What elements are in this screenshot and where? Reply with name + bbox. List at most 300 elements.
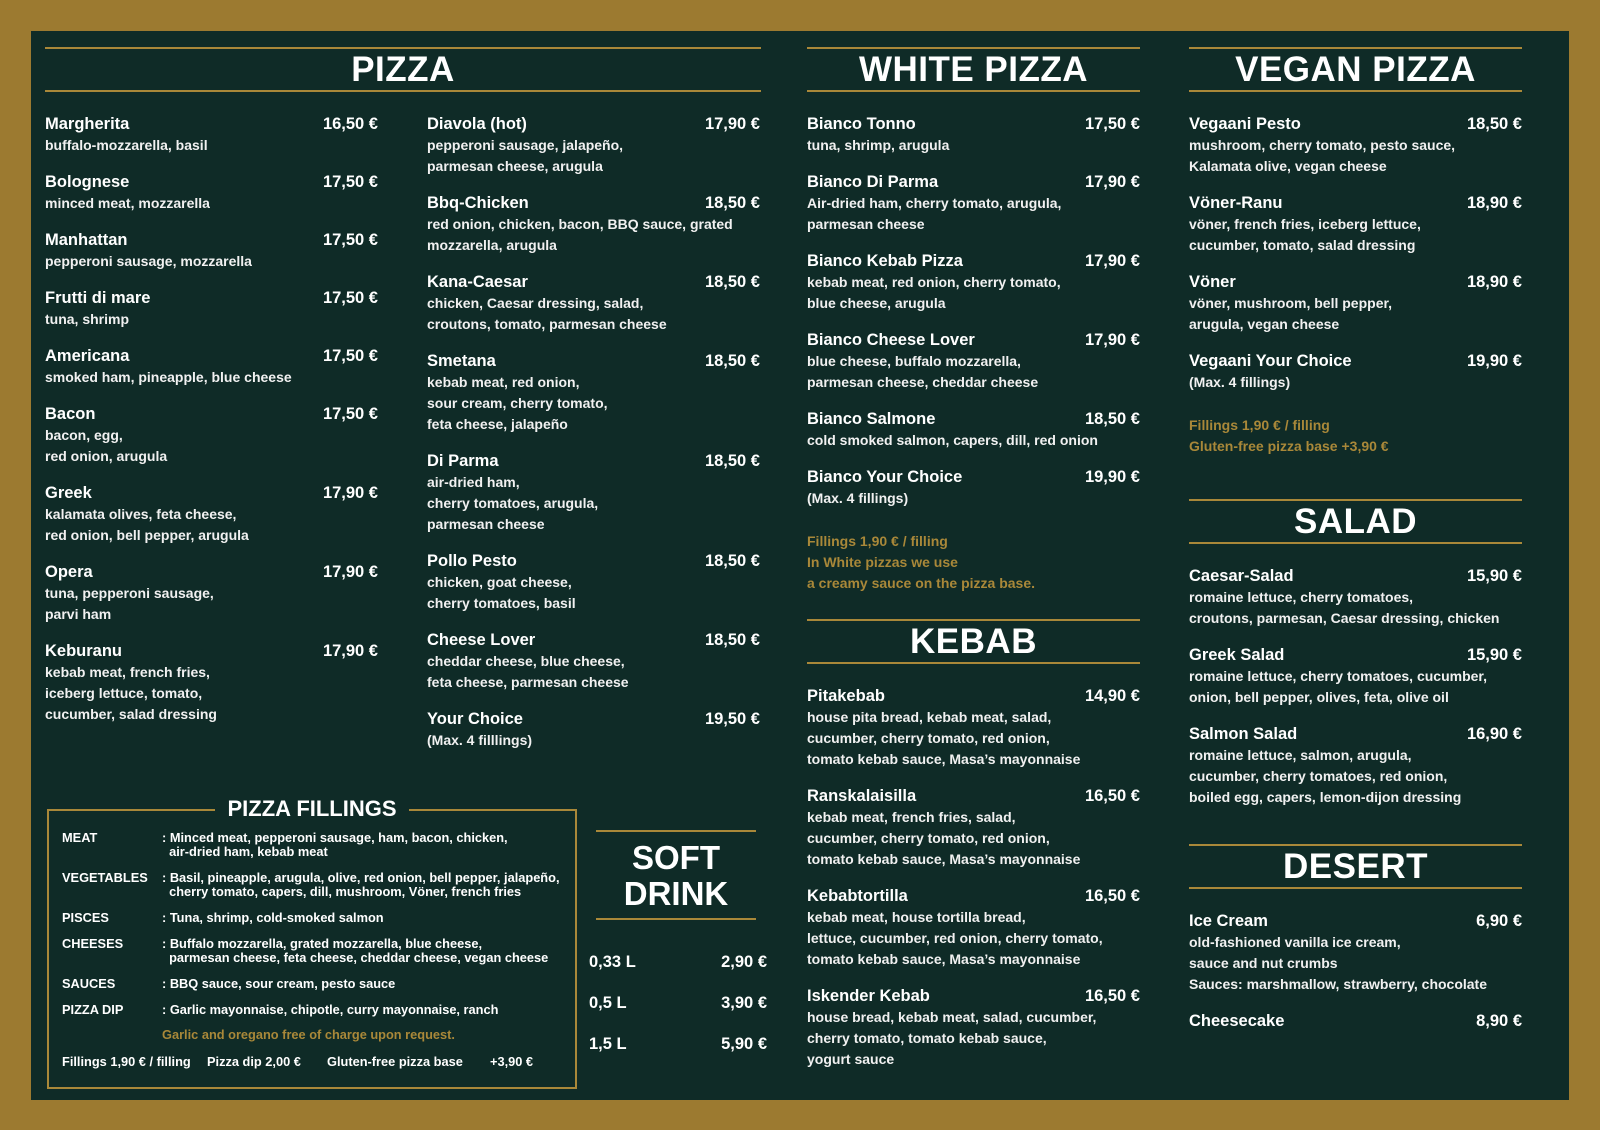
item-price: 15,90 € [1466, 646, 1522, 664]
item-description [807, 1007, 1140, 1070]
pizza-section [45, 47, 761, 748]
item-description [427, 135, 760, 177]
item-name: Di Parma [427, 452, 499, 470]
description-line: blue cheese, arugula [807, 295, 946, 311]
description-line: tomato kebab sauce, Masa’s mayonnaise [807, 951, 1081, 967]
menu-item-header [1189, 566, 1522, 587]
item-name: Frutti di mare [45, 289, 151, 307]
menu-item [427, 551, 760, 614]
item-price: 16,50 € [322, 115, 378, 133]
item-name: Manhattan [45, 231, 128, 249]
soft-drink-title-1: SOFT [632, 839, 720, 876]
item-name: Keburanu [45, 642, 123, 660]
description-line: (Max. 4 fillings) [807, 490, 909, 506]
menu-item [807, 467, 1140, 509]
menu-item [807, 786, 1140, 870]
description-line: red onion, chicken, bacon, BBQ sauce, grated [427, 216, 733, 232]
item-name: Bianco Your Choice [807, 468, 963, 486]
menu-item [45, 404, 378, 467]
note-line: Fillings 1,90 € / filling [1189, 417, 1330, 433]
description-line: tomato kebab sauce, Masa’s mayonnaise [807, 751, 1081, 767]
item-price: 16,90 € [1466, 725, 1522, 743]
filling-values [162, 831, 571, 859]
note-line: Fillings 1,90 € / filling [807, 533, 948, 549]
menu-item [807, 251, 1140, 314]
menu-item [1189, 1011, 1522, 1032]
pizza-dip-price: Pizza dip 2,00 € [207, 1054, 301, 1069]
menu-item-header [807, 330, 1140, 351]
description-line: kebab meat, red onion, [427, 374, 580, 390]
item-price: 17,90 € [322, 484, 378, 502]
menu-item [45, 641, 378, 725]
drink-row [589, 994, 767, 1013]
description-line: minced meat, mozzarella [45, 195, 210, 211]
description-line: Air-dried ham, cherry tomato, arugula, [807, 195, 1062, 211]
menu-item-header [427, 114, 760, 135]
item-description [1189, 135, 1522, 177]
menu-item-header [45, 483, 378, 504]
item-description [45, 583, 378, 625]
item-name: Kana-Caesar [427, 273, 528, 291]
description-line: feta cheese, jalapeño [427, 416, 568, 432]
menu-item-header [45, 641, 378, 662]
item-description [45, 662, 378, 725]
item-name: Bianco Kebab Pizza [807, 252, 963, 270]
vegan-pizza-list [1189, 114, 1522, 393]
description-line: mushroom, cherry tomato, pesto sauce, [1189, 137, 1456, 153]
menu-item [1189, 911, 1522, 995]
item-description [1189, 587, 1522, 629]
description-line: pepperoni sausage, mozzarella [45, 253, 252, 269]
item-description [45, 135, 378, 156]
item-description [1189, 666, 1522, 708]
menu-board [31, 31, 1569, 1100]
menu-item-header [807, 686, 1140, 707]
item-description [427, 651, 760, 693]
white-pizza-heading: WHITE PIZZA [807, 47, 1140, 92]
menu-item [427, 351, 760, 435]
menu-item-header [807, 886, 1140, 907]
description-line: kebab meat, french fries, salad, [807, 809, 1016, 825]
filling-row [62, 911, 571, 925]
description-line: pepperoni sausage, jalapeño, [427, 137, 624, 153]
menu-item-header [427, 709, 760, 730]
item-name: Vöner [1189, 273, 1236, 291]
menu-item [45, 346, 378, 388]
menu-item [807, 330, 1140, 393]
menu-item [1189, 645, 1522, 708]
desert-heading: DESERT [1189, 844, 1522, 889]
description-line: cucumber, cherry tomato, red onion, [807, 730, 1050, 746]
item-description [1189, 293, 1522, 335]
kebab-list [807, 686, 1140, 1070]
description-line: arugula, vegan cheese [1189, 316, 1340, 332]
vegan-pizza-heading: VEGAN PIZZA [1189, 47, 1522, 92]
item-price: 8,90 € [1476, 1012, 1522, 1030]
salad-section [1189, 499, 1522, 824]
desert-list [1189, 911, 1522, 1032]
item-name: Ranskalaisilla [807, 787, 917, 805]
pizza-list-left [45, 114, 378, 741]
menu-item [427, 709, 760, 751]
menu-item-header [807, 251, 1140, 272]
menu-item [45, 483, 378, 546]
vegan-pizza-section [1189, 47, 1522, 457]
menu-item-header [1189, 114, 1522, 135]
menu-item-header [807, 114, 1140, 135]
menu-item [427, 630, 760, 693]
item-description [427, 572, 760, 614]
description-line: parvi ham [45, 606, 112, 622]
description-line: tuna, shrimp [45, 311, 130, 327]
description-line: croutons, tomato, parmesan cheese [427, 316, 667, 332]
filling-row [62, 831, 571, 859]
drink-price: 5,90 € [721, 1035, 767, 1053]
description-line: lettuce, cucumber, red onion, cherry tomato, [807, 930, 1103, 946]
item-name: Bacon [45, 405, 96, 423]
item-price: 6,90 € [1476, 912, 1522, 930]
item-name: Cheese Lover [427, 631, 536, 649]
item-price: 16,50 € [1084, 887, 1140, 905]
item-description [807, 707, 1140, 770]
pizza-heading: PIZZA [45, 47, 761, 92]
item-price: 17,50 € [322, 173, 378, 191]
item-price: 17,50 € [322, 289, 378, 307]
item-description [45, 425, 378, 467]
filling-values [162, 1003, 571, 1017]
item-name: Bianco Salmone [807, 410, 936, 428]
menu-item [807, 986, 1140, 1070]
description-line: cold smoked salmon, capers, dill, red onion [807, 432, 1098, 448]
filling-values [162, 937, 571, 965]
filling-category: PIZZA DIP [62, 1002, 124, 1017]
description-line: romaine lettuce, cherry tomatoes, [1189, 589, 1414, 605]
menu-item-header [807, 786, 1140, 807]
description-line: cheddar cheese, blue cheese, [427, 653, 625, 669]
item-price: 17,90 € [1084, 252, 1140, 270]
item-name: Smetana [427, 352, 496, 370]
description-line: parmesan cheese [427, 516, 545, 532]
menu-item [45, 230, 378, 272]
description-line: Kalamata olive, vegan cheese [1189, 158, 1387, 174]
note-line: In White pizzas we use [807, 554, 958, 570]
fillings-footer [62, 1054, 567, 1069]
description-line: cucumber, tomato, salad dressing [1189, 237, 1416, 253]
menu-item [45, 114, 378, 156]
item-name: Cheesecake [1189, 1012, 1285, 1030]
filling-line: : Buffalo mozzarella, grated mozzarella, blue cheese, [162, 936, 483, 951]
description-line: mozzarella, arugula [427, 237, 557, 253]
item-name: Your Choice [427, 710, 523, 728]
kebab-heading: KEBAB [807, 619, 1140, 664]
white-pizza-notes [807, 531, 1140, 594]
menu-item [427, 272, 760, 335]
description-line: Sauces: marshmallow, strawberry, chocolate [1189, 976, 1488, 992]
menu-item [807, 409, 1140, 451]
filling-row [62, 871, 571, 899]
fillings-table [62, 831, 571, 1029]
gluten-free-label: Gluten-free pizza base [327, 1054, 463, 1069]
item-name: Bianco Di Parma [807, 173, 939, 191]
filling-values [162, 871, 571, 899]
description-line: old-fashioned vanilla ice cream, [1189, 934, 1401, 950]
item-price: 16,50 € [1084, 987, 1140, 1005]
item-name: Opera [45, 563, 93, 581]
menu-item-header [427, 193, 760, 214]
description-line: (Max. 4 filllings) [427, 732, 533, 748]
filling-line: : Tuna, shrimp, cold-smoked salmon [162, 910, 384, 925]
item-name: Bbq-Chicken [427, 194, 529, 212]
drink-row [589, 953, 767, 972]
menu-item [427, 451, 760, 535]
item-price: 16,50 € [1084, 787, 1140, 805]
item-description [45, 367, 378, 388]
menu-item-header [1189, 193, 1522, 214]
drink-price: 3,90 € [721, 994, 767, 1012]
drink-price: 2,90 € [721, 953, 767, 971]
item-description [45, 309, 378, 330]
description-line: red onion, bell pepper, arugula [45, 527, 249, 543]
item-description [427, 472, 760, 535]
white-pizza-list [807, 114, 1140, 509]
menu-item [1189, 566, 1522, 629]
menu-item-header [427, 351, 760, 372]
item-name: Pollo Pesto [427, 552, 517, 570]
item-price: 14,90 € [1084, 687, 1140, 705]
vegan-pizza-notes [1189, 415, 1522, 457]
menu-item-header [45, 562, 378, 583]
description-line: cherry tomatoes, arugula, [427, 495, 599, 511]
menu-item-header [1189, 351, 1522, 372]
description-line: tuna, pepperoni sausage, [45, 585, 214, 601]
item-price: 17,90 € [322, 563, 378, 581]
item-price: 18,50 € [704, 452, 760, 470]
item-description [807, 272, 1140, 314]
filling-values [162, 911, 571, 925]
description-line: feta cheese, parmesan cheese [427, 674, 629, 690]
menu-item [1189, 114, 1522, 177]
item-price: 17,90 € [1084, 331, 1140, 349]
menu-item-header [427, 451, 760, 472]
description-line: vöner, french fries, iceberg lettuce, [1189, 216, 1421, 232]
item-price: 18,50 € [1084, 410, 1140, 428]
description-line: kebab meat, red onion, cherry tomato, [807, 274, 1061, 290]
description-line: red onion, arugula [45, 448, 168, 464]
item-price: 17,50 € [1084, 115, 1140, 133]
menu-item [1189, 351, 1522, 393]
item-price: 18,50 € [1466, 115, 1522, 133]
item-description [807, 135, 1140, 156]
description-line: romaine lettuce, salmon, arugula, [1189, 747, 1412, 763]
item-name: Ice Cream [1189, 912, 1268, 930]
description-line: yogurt sauce [807, 1051, 895, 1067]
menu-item-header [1189, 272, 1522, 293]
description-line: kalamata olives, feta cheese, [45, 506, 237, 522]
item-name: Kebabtortilla [807, 887, 908, 905]
menu-item-header [45, 288, 378, 309]
item-description [1189, 745, 1522, 808]
item-description [807, 193, 1140, 235]
menu-item-header [427, 630, 760, 651]
item-price: 19,90 € [1084, 468, 1140, 486]
description-line: air-dried ham, [427, 474, 520, 490]
drink-size: 1,5 L [589, 1035, 627, 1053]
item-name: Vöner-Ranu [1189, 194, 1283, 212]
menu-item-header [427, 272, 760, 293]
item-price: 17,50 € [322, 405, 378, 423]
menu-item [807, 114, 1140, 156]
salad-heading: SALAD [1189, 499, 1522, 544]
item-description [427, 214, 760, 256]
description-line: cucumber, cherry tomatoes, red onion, [1189, 768, 1448, 784]
item-price: 18,50 € [704, 273, 760, 291]
description-line: romaine lettuce, cherry tomatoes, cucumber, [1189, 668, 1487, 684]
soft-drink-heading [596, 830, 756, 920]
description-line: kebab meat, french fries, [45, 664, 210, 680]
menu-item [1189, 193, 1522, 256]
fillings-note: Garlic and oregano free of charge upon request. [162, 1027, 455, 1042]
note-line: a creamy sauce on the pizza base. [807, 575, 1035, 591]
description-line: sour cream, cherry tomato, [427, 395, 608, 411]
description-line: tomato kebab sauce, Masa’s mayonnaise [807, 851, 1081, 867]
item-name: Greek [45, 484, 92, 502]
item-price: 18,90 € [1466, 194, 1522, 212]
item-description [1189, 932, 1522, 995]
filling-row [62, 977, 571, 991]
item-price: 17,50 € [322, 231, 378, 249]
item-price: 17,90 € [322, 642, 378, 660]
menu-item [1189, 272, 1522, 335]
description-line: cherry tomato, tomato kebab sauce, [807, 1030, 1047, 1046]
item-price: 18,50 € [704, 194, 760, 212]
item-description [807, 351, 1140, 393]
menu-item-header [807, 986, 1140, 1007]
description-line: parmesan cheese, cheddar cheese [807, 374, 1039, 390]
item-name: Vegaani Your Choice [1189, 352, 1352, 370]
item-name: Bianco Cheese Lover [807, 331, 975, 349]
fillings-price: Fillings 1,90 € / filling [62, 1054, 191, 1069]
menu-item-header [807, 172, 1140, 193]
description-line: cucumber, salad dressing [45, 706, 217, 722]
item-name: Salmon Salad [1189, 725, 1298, 743]
item-name: Greek Salad [1189, 646, 1285, 664]
description-line: croutons, parmesan, Caesar dressing, chicken [1189, 610, 1500, 626]
menu-item [807, 172, 1140, 235]
item-description [45, 193, 378, 214]
description-line: iceberg lettuce, tomato, [45, 685, 203, 701]
pizza-list-right [427, 114, 760, 767]
item-price: 17,90 € [1084, 173, 1140, 191]
pizza-fillings-heading: PIZZA FILLINGS [215, 796, 408, 821]
drink-size: 0,33 L [589, 953, 636, 971]
description-line: bacon, egg, [45, 427, 123, 443]
item-price: 18,50 € [704, 552, 760, 570]
menu-item-header [807, 409, 1140, 430]
drink-size: 0,5 L [589, 994, 627, 1012]
item-price: 17,50 € [322, 347, 378, 365]
item-name: Pitakebab [807, 687, 885, 705]
item-description [1189, 372, 1522, 393]
filling-values [162, 977, 571, 991]
description-line: tuna, shrimp, arugula [807, 137, 950, 153]
menu-item-header [1189, 724, 1522, 745]
menu-item-header [1189, 911, 1522, 932]
description-line: chicken, Caesar dressing, salad, [427, 295, 644, 311]
note-line: Gluten-free pizza base +3,90 € [1189, 438, 1389, 454]
menu-item [427, 114, 760, 177]
menu-item [427, 193, 760, 256]
item-name: Bolognese [45, 173, 130, 191]
menu-item-header [45, 404, 378, 425]
kebab-section [807, 619, 1140, 1086]
item-price: 18,50 € [704, 631, 760, 649]
gluten-free-price: +3,90 € [490, 1054, 534, 1069]
white-pizza-section [807, 47, 1140, 594]
item-description [427, 293, 760, 335]
filling-line: air-dried ham, kebab meat [162, 844, 328, 859]
filling-row [62, 1003, 571, 1017]
menu-item [45, 172, 378, 214]
item-name: Margherita [45, 115, 130, 133]
item-description [807, 488, 1140, 509]
filling-category: MEAT [62, 830, 98, 845]
filling-row [62, 937, 571, 965]
menu-item-header [1189, 645, 1522, 666]
item-name: Vegaani Pesto [1189, 115, 1301, 133]
menu-item-header [45, 230, 378, 251]
description-line: vöner, mushroom, bell pepper, [1189, 295, 1393, 311]
filling-line: cherry tomato, capers, dill, mushroom, Vöner, french fries [162, 884, 522, 899]
filling-category: VEGETABLES [62, 870, 148, 885]
menu-item [45, 562, 378, 625]
item-description [807, 430, 1140, 451]
menu-item-header [45, 346, 378, 367]
desert-section [1189, 844, 1522, 1048]
filling-line: : Garlic mayonnaise, chipotle, curry mayonnaise, ranch [162, 1002, 499, 1017]
filling-line: : Basil, pineapple, arugula, olive, red onion, bell pepper, jalapeño, [162, 870, 560, 885]
description-line: cherry tomatoes, basil [427, 595, 576, 611]
pizza-fillings-box [47, 796, 577, 1089]
item-price: 19,50 € [704, 710, 760, 728]
description-line: boiled egg, capers, lemon-dijon dressing [1189, 789, 1462, 805]
item-price: 18,50 € [704, 352, 760, 370]
item-name: Caesar-Salad [1189, 567, 1294, 585]
menu-item [45, 288, 378, 330]
menu-item [1189, 724, 1522, 808]
item-description [427, 730, 760, 751]
description-line: blue cheese, buffalo mozzarella, [807, 353, 1021, 369]
soft-drink-title-2: DRINK [623, 875, 729, 912]
filling-line: : Minced meat, pepperoni sausage, ham, bacon, chicken, [162, 830, 508, 845]
description-line: (Max. 4 fillings) [1189, 374, 1291, 390]
description-line: parmesan cheese, arugula [427, 158, 603, 174]
description-line: kebab meat, house tortilla bread, [807, 909, 1026, 925]
item-description [1189, 214, 1522, 256]
description-line: onion, bell pepper, olives, feta, olive oil [1189, 689, 1449, 705]
filling-category: PISCES [62, 910, 109, 925]
description-line: chicken, goat cheese, [427, 574, 572, 590]
filling-line: : BBQ sauce, sour cream, pesto sauce [162, 976, 396, 991]
menu-item-header [1189, 1011, 1522, 1032]
menu-item [807, 686, 1140, 770]
description-line: house pita bread, kebab meat, salad, [807, 709, 1052, 725]
item-price: 15,90 € [1466, 567, 1522, 585]
menu-item [807, 886, 1140, 970]
item-description [45, 504, 378, 546]
filling-category: SAUCES [62, 976, 116, 991]
menu-item-header [807, 467, 1140, 488]
filling-line: parmesan cheese, feta cheese, cheddar cheese, vegan cheese [162, 950, 549, 965]
